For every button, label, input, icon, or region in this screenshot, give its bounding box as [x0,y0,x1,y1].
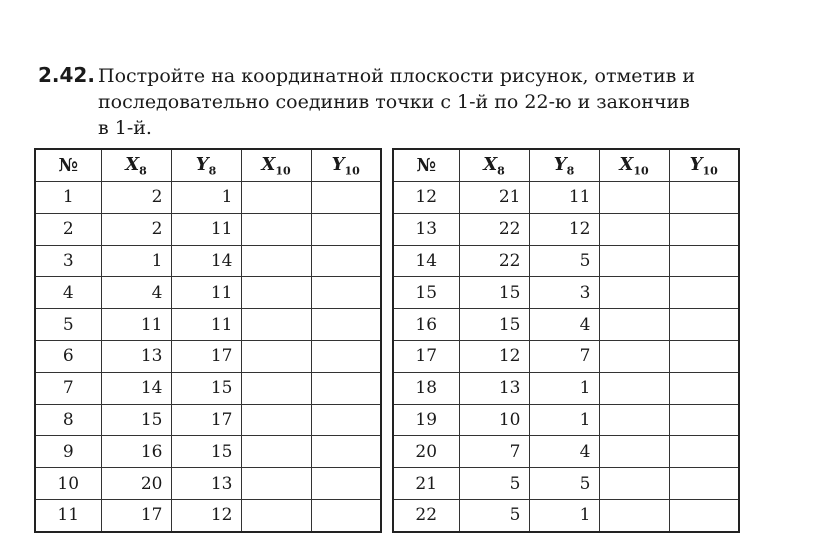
cell-number: 10 [35,468,101,500]
cell-y8: 11 [529,182,599,214]
cell-number: 16 [393,309,459,341]
cell-number: 6 [35,340,101,372]
table-row [393,340,739,372]
table-row [35,309,381,341]
cell-x10 [241,372,311,404]
table-right-body [393,182,739,532]
cell-x8: 17 [101,499,171,531]
table-right [392,148,740,533]
cell-x8: 2 [101,182,171,214]
cell-y10 [311,309,381,341]
cell-y10 [311,182,381,214]
cell-y8: 7 [529,340,599,372]
cell-y10 [311,277,381,309]
cell-y8: 15 [171,372,241,404]
table-row [393,499,739,531]
cell-number: 12 [393,182,459,214]
cell-y10 [669,468,739,500]
cell-y10 [669,404,739,436]
cell-y10 [669,309,739,341]
cell-number: 7 [35,372,101,404]
cell-y8: 1 [529,499,599,531]
cell-y8: 14 [171,245,241,277]
cell-number: 4 [35,277,101,309]
cell-y8: 4 [529,309,599,341]
cell-number: 2 [35,213,101,245]
cell-y8: 3 [529,277,599,309]
cell-x10 [241,277,311,309]
cell-x10 [599,468,669,500]
cell-x10 [599,213,669,245]
cell-y8: 5 [529,245,599,277]
cell-number: 13 [393,213,459,245]
table-row [393,404,739,436]
cell-y8: 12 [171,499,241,531]
cell-x8: 5 [459,468,529,500]
cell-y8: 11 [171,277,241,309]
cell-y10 [669,277,739,309]
cell-x8: 13 [459,372,529,404]
table-row [35,468,381,500]
cell-y10 [311,372,381,404]
cell-x8: 1 [101,245,171,277]
cell-y8: 1 [171,182,241,214]
cell-number: 18 [393,372,459,404]
cell-y10 [311,499,381,531]
table-row [393,309,739,341]
cell-x8: 14 [101,372,171,404]
table-row [393,436,739,468]
cell-x8: 5 [459,499,529,531]
cell-y10 [669,340,739,372]
header-row [35,149,381,182]
cell-y10 [311,213,381,245]
cell-x10 [241,340,311,372]
table-row [393,468,739,500]
table-row [35,499,381,531]
cell-number: 11 [35,499,101,531]
cell-y10 [311,468,381,500]
cell-x8: 10 [459,404,529,436]
cell-x8: 4 [101,277,171,309]
cell-y8: 4 [529,436,599,468]
header-x10: $X_{10}$ [599,149,669,182]
cell-y8: 12 [529,213,599,245]
problem-line-3: в 1-й. [98,117,152,139]
cell-number: 5 [35,309,101,341]
table-row [35,277,381,309]
problem-line-2: последовательно соединив точки с 1-й по 22-ю и закончив [98,91,690,113]
cell-x10 [599,436,669,468]
header-row [393,149,739,182]
table-row [393,372,739,404]
cell-x8: 15 [459,277,529,309]
cell-number: 3 [35,245,101,277]
cell-y10 [669,436,739,468]
cell-x8: 15 [459,309,529,341]
table-row [35,436,381,468]
cell-y10 [669,372,739,404]
table-row [35,182,381,214]
cell-y8: 17 [171,340,241,372]
cell-y8: 5 [529,468,599,500]
cell-x8: 13 [101,340,171,372]
table-row [35,372,381,404]
cell-number: 14 [393,245,459,277]
cell-y8: 1 [529,404,599,436]
cell-y10 [311,436,381,468]
header-y10: $Y_{10}$ [311,149,381,182]
cell-x8: 20 [101,468,171,500]
cell-y8: 1 [529,372,599,404]
cell-y10 [669,499,739,531]
table-row [393,213,739,245]
cell-number: 17 [393,340,459,372]
header-x8: $X_8$ [101,149,171,182]
cell-number: 15 [393,277,459,309]
cell-x10 [599,309,669,341]
cell-y10 [311,245,381,277]
table-row [393,277,739,309]
cell-x10 [241,499,311,531]
cell-x10 [241,213,311,245]
cell-x8: 16 [101,436,171,468]
problem-statement [38,62,778,141]
cell-x10 [241,309,311,341]
cell-x10 [599,245,669,277]
cell-y8: 17 [171,404,241,436]
cell-x8: 21 [459,182,529,214]
cell-y10 [311,340,381,372]
cell-x8: 7 [459,436,529,468]
cell-x10 [599,404,669,436]
table-left-body [35,182,381,532]
problem-number: 2.42. [38,63,95,87]
cell-x8: 2 [101,213,171,245]
header-y10: $Y_{10}$ [669,149,739,182]
cell-x10 [599,372,669,404]
cell-number: 9 [35,436,101,468]
cell-y8: 13 [171,468,241,500]
problem-line-1 [38,62,778,89]
header-number: № [35,149,101,182]
table-row [35,340,381,372]
cell-y10 [669,213,739,245]
cell-x8: 15 [101,404,171,436]
cell-number: 22 [393,499,459,531]
cell-x10 [599,182,669,214]
cell-number: 8 [35,404,101,436]
table-left [34,148,382,533]
cell-x10 [599,499,669,531]
cell-number: 1 [35,182,101,214]
cell-y10 [669,245,739,277]
table-row [393,182,739,214]
cell-number: 19 [393,404,459,436]
cell-number: 21 [393,468,459,500]
cell-x10 [599,340,669,372]
cell-x10 [241,245,311,277]
cell-x8: 22 [459,245,529,277]
cell-y8: 15 [171,436,241,468]
cell-x8: 22 [459,213,529,245]
cell-y8: 11 [171,309,241,341]
cell-x8: 12 [459,340,529,372]
cell-number: 20 [393,436,459,468]
header-y8: $Y_8$ [171,149,241,182]
cell-y10 [669,182,739,214]
cell-x8: 11 [101,309,171,341]
table-row [35,245,381,277]
cell-x10 [241,436,311,468]
header-x10: $X_{10}$ [241,149,311,182]
header-x8: $X_8$ [459,149,529,182]
cell-x10 [241,404,311,436]
cell-x10 [241,182,311,214]
table-row [393,245,739,277]
cell-x10 [241,468,311,500]
header-y8: $Y_8$ [529,149,599,182]
problem-text-line: Постройте на координатной плоскости рисунок, отметив и [98,65,696,87]
cell-y10 [311,404,381,436]
cell-x10 [599,277,669,309]
table-row [35,404,381,436]
header-number: № [393,149,459,182]
table-row [35,213,381,245]
coordinates-table [34,148,740,533]
cell-y8: 11 [171,213,241,245]
